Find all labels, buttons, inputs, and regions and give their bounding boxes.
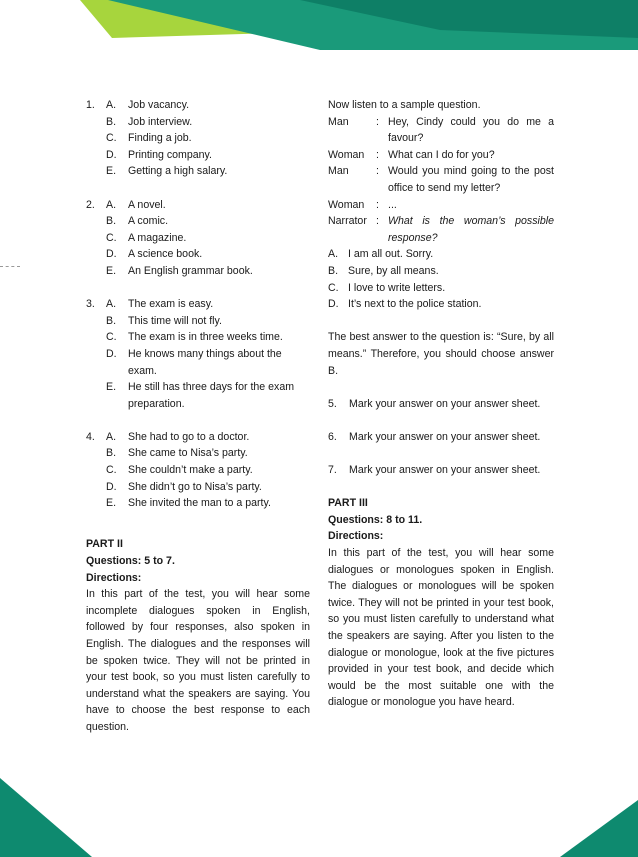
option-text: He knows many things about the exam. xyxy=(128,347,282,377)
question-number: 4. xyxy=(86,430,95,443)
option-text: This time will not fly. xyxy=(128,314,222,327)
option-text: The exam is easy. xyxy=(128,298,214,311)
answer-option xyxy=(86,246,310,263)
mark-answer-item xyxy=(328,396,554,413)
option-text: He still has three days for the exam preparation. xyxy=(128,381,295,410)
item-number: 7. xyxy=(328,464,337,477)
sample-answers xyxy=(328,246,554,312)
option-letter: E. xyxy=(106,497,117,510)
dialogue-line xyxy=(328,213,554,246)
mark-answer-list xyxy=(328,396,554,479)
sample-dialogue xyxy=(328,114,554,247)
option-letter: E. xyxy=(106,165,117,178)
answer-option xyxy=(86,329,310,346)
option-text: An English grammar book. xyxy=(128,264,253,277)
question-block xyxy=(86,429,310,512)
part3-directions-text: In this part of the test, you will hear some dialogues or monologues spoken in English. The dialogues or monologues will be spoken twice. They will not be printed in your test book, so you must listen carefully to understand what the speakers are saying. After you listen to the dialogue or monologue, look at the five pictures provided in your test book, and decide which would be the most suitable one with the dialogue or monologue you have heard. xyxy=(328,547,554,709)
part2-questions: Questions: 5 to 7. xyxy=(86,555,175,568)
answer-option xyxy=(86,130,310,147)
answer-option xyxy=(86,114,310,131)
answer-letter: A. xyxy=(328,248,339,261)
sample-answer xyxy=(328,280,554,297)
answer-option xyxy=(86,296,310,313)
sample-answer xyxy=(328,263,554,280)
option-text: She came to Nisa’s party. xyxy=(128,447,248,460)
option-letter: D. xyxy=(106,248,117,261)
option-text: The exam is in three weeks time. xyxy=(128,331,283,344)
option-text: Finding a job. xyxy=(128,132,192,145)
dialogue-line xyxy=(328,114,554,147)
part3-directions-label: Directions: xyxy=(328,530,384,543)
option-letter: B. xyxy=(106,447,117,460)
speaker-colon: : xyxy=(376,198,379,211)
part1-question-list xyxy=(86,97,310,528)
option-letter: B. xyxy=(106,215,117,228)
dialogue-text: Would you mind going to the post office to send my letter? xyxy=(388,165,554,194)
answer-option xyxy=(86,479,310,496)
option-letter: C. xyxy=(106,132,117,145)
answer-text: I love to write letters. xyxy=(348,281,446,294)
option-text: She didn’t go to Nisa’s party. xyxy=(128,480,262,493)
speaker-name: Woman xyxy=(328,148,365,161)
answer-option xyxy=(86,197,310,214)
answer-text: It’s next to the police station. xyxy=(348,298,482,311)
option-letter: C. xyxy=(106,231,117,244)
item-number: 5. xyxy=(328,397,337,410)
question-number: 3. xyxy=(86,298,95,311)
part2-directions-text: In this part of the test, you will hear some incomplete dialogues spoken in English, followed by four responses, also spoken in English. The dialogues and the responses will be spoken twice. They will not be printed in your test book, so you must listen carefully to understand what the speakers are saying. You have to choose the best response to each question. xyxy=(86,588,310,733)
answer-text: Sure, by all means. xyxy=(348,264,439,277)
part3-questions: Questions: 8 to 11. xyxy=(328,513,423,526)
footer-teal-right xyxy=(560,800,638,857)
answer-letter: B. xyxy=(328,264,339,277)
question-block xyxy=(86,97,310,180)
dialogue-text: Hey, Cindy could you do me a favour? xyxy=(388,115,554,145)
option-letter: A. xyxy=(106,430,117,443)
answer-option xyxy=(86,313,310,330)
option-letter: E. xyxy=(106,381,117,394)
option-text: She couldn’t make a party. xyxy=(128,464,253,477)
speaker-name: Narrator xyxy=(328,215,367,228)
option-letter: B. xyxy=(106,314,117,327)
answer-option xyxy=(86,445,310,462)
answer-letter: D. xyxy=(328,298,339,311)
answer-text: I am all out. Sorry. xyxy=(348,248,434,261)
speaker-colon: : xyxy=(376,115,379,128)
dialogue-text: What can I do for you? xyxy=(388,148,495,161)
option-text: A comic. xyxy=(128,215,169,228)
option-letter: A. xyxy=(106,198,117,211)
option-text: A science book. xyxy=(128,248,203,261)
answer-option xyxy=(86,462,310,479)
option-letter: C. xyxy=(106,331,117,344)
answer-option xyxy=(86,147,310,164)
right-column xyxy=(328,97,554,711)
option-letter: D. xyxy=(106,347,117,360)
left-column xyxy=(86,97,310,736)
option-letter: A. xyxy=(106,99,117,111)
sample-answer xyxy=(328,246,554,263)
answer-option xyxy=(86,495,310,512)
speaker-name: Man xyxy=(328,115,349,128)
speaker-name: Woman xyxy=(328,198,365,211)
option-letter: E. xyxy=(106,264,117,277)
option-text: Job interview. xyxy=(128,115,193,128)
question-block xyxy=(86,296,310,412)
item-text: Mark your answer on your answer sheet. xyxy=(349,430,541,443)
option-letter: C. xyxy=(106,464,117,477)
dialogue-text: What is the woman’s possible response? xyxy=(388,215,554,244)
mark-answer-item xyxy=(328,429,554,446)
answer-option xyxy=(86,163,310,180)
footer-teal-left xyxy=(0,778,92,857)
option-text: She had to go to a doctor. xyxy=(128,430,250,443)
option-letter: D. xyxy=(106,480,117,493)
option-text: Getting a high salary. xyxy=(128,165,228,178)
question-block xyxy=(86,197,310,280)
option-letter: B. xyxy=(106,115,117,128)
option-letter: A. xyxy=(106,298,117,311)
margin-dash xyxy=(0,266,20,267)
option-letter: D. xyxy=(106,148,117,161)
part2-directions-label: Directions: xyxy=(86,571,142,584)
answer-letter: C. xyxy=(328,281,339,294)
part2-heading: PART II xyxy=(86,538,123,551)
speaker-name: Man xyxy=(328,165,349,178)
option-text: Printing company. xyxy=(128,148,213,161)
answer-option xyxy=(86,213,310,230)
mark-answer-item xyxy=(328,462,554,479)
item-number: 6. xyxy=(328,430,337,443)
answer-option xyxy=(86,429,310,446)
option-text: A magazine. xyxy=(128,231,187,244)
item-text: Mark your answer on your answer sheet. xyxy=(349,464,541,477)
part3-heading: PART III xyxy=(328,497,368,510)
speaker-colon: : xyxy=(376,148,379,161)
speaker-colon: : xyxy=(376,165,379,178)
question-number: 2. xyxy=(86,198,95,211)
answer-option xyxy=(86,263,310,280)
answer-option xyxy=(86,346,310,379)
dialogue-line xyxy=(328,197,554,214)
sample-answer xyxy=(328,296,554,313)
answer-option xyxy=(86,230,310,247)
item-text: Mark your answer on your answer sheet. xyxy=(349,397,541,410)
sample-intro: Now listen to a sample question. xyxy=(328,99,481,111)
answer-option xyxy=(86,97,310,114)
dialogue-line xyxy=(328,147,554,164)
option-text: Job vacancy. xyxy=(128,99,190,111)
dialogue-text: ... xyxy=(388,198,397,211)
sample-explanation: The best answer to the question is: “Sure, by all means.” Therefore, you should choose answer B. xyxy=(328,331,554,377)
question-number: 1. xyxy=(86,99,95,111)
dialogue-line xyxy=(328,163,554,196)
speaker-colon: : xyxy=(376,215,379,228)
option-text: She invited the man to a party. xyxy=(128,497,271,510)
option-text: A novel. xyxy=(128,198,166,211)
answer-option xyxy=(86,379,310,412)
